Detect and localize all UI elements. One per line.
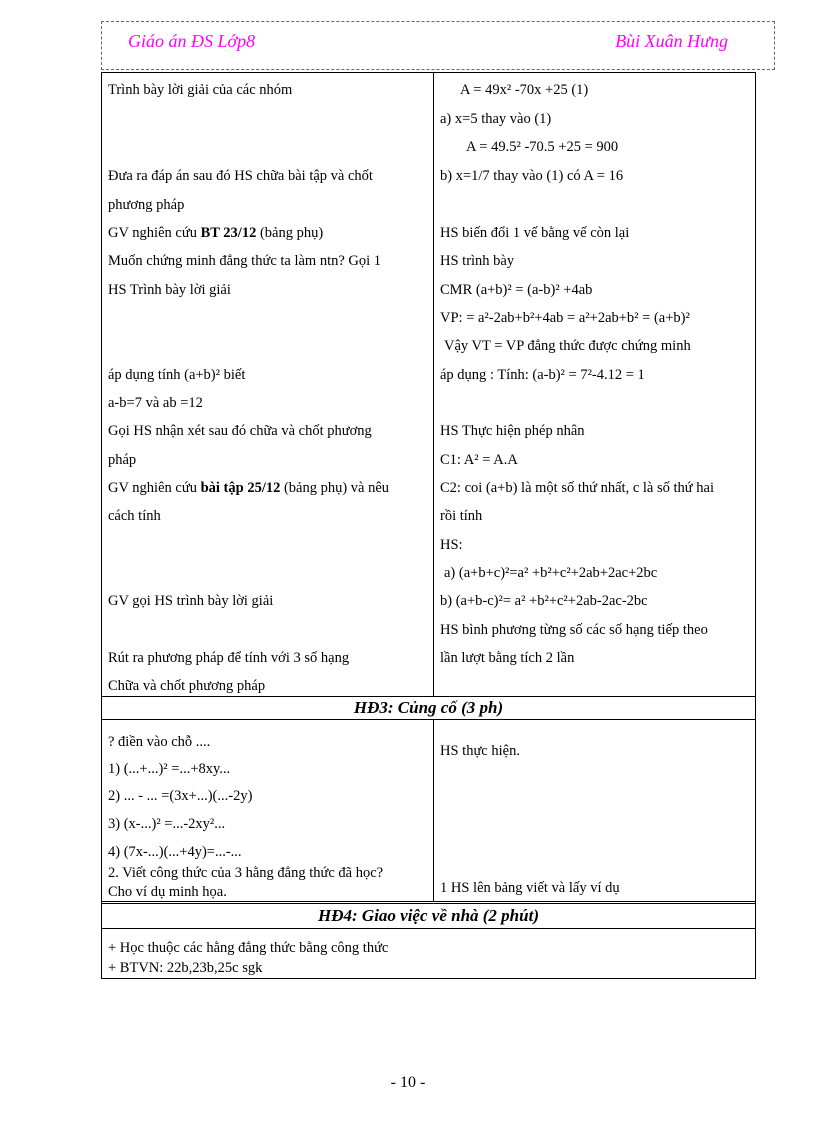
student-line: HS trình bày xyxy=(440,253,515,269)
student-line: C1: A² = A.A xyxy=(440,452,518,468)
teacher-line: GV gọi HS trình bày lời giải xyxy=(108,593,274,609)
student-line: HS thực hiện. xyxy=(440,743,520,759)
exercise-line: Cho ví dụ minh họa. xyxy=(108,884,227,900)
teacher-line: cách tính xyxy=(108,508,161,524)
student-line: a) (a+b+c)²=a² +b²+c²+2ab+2ac+2bc xyxy=(444,565,658,581)
student-line: A = 49.5² -70.5 +25 = 900 xyxy=(466,139,619,155)
row-divider xyxy=(102,901,755,904)
page-number: - 10 - xyxy=(390,1074,426,1091)
homework-line: + BTVN: 22b,23b,25c sgk xyxy=(108,960,263,976)
student-line: b) x=1/7 thay vào (1) có A = 16 xyxy=(440,168,624,184)
teacher-line: Gọi HS nhận xét sau đó chữa và chốt phương xyxy=(108,423,372,439)
teacher-line: HS Trình bày lời giải xyxy=(108,282,231,298)
teacher-line: a-b=7 và ab =12 xyxy=(108,395,203,411)
section-title-hd3: HĐ3: Củng cố (3 ph) xyxy=(353,698,504,717)
student-line: HS Thực hiện phép nhân xyxy=(440,423,585,439)
teacher-line: Muốn chứng minh đẳng thức ta làm ntn? Gọi 1 xyxy=(108,253,382,269)
student-line: 1 HS lên bảng viết và lấy ví dụ xyxy=(440,880,620,896)
exercise-line: 1) (...+...)² =...+8xy... xyxy=(108,761,231,777)
student-line: áp dụng : Tính: (a-b)² = 7²-4.12 = 1 xyxy=(440,367,645,383)
student-line: lần lượt bằng tích 2 lần xyxy=(440,650,575,666)
student-line: CMR (a+b)² = (a-b)² +4ab xyxy=(440,282,593,298)
teacher-line: phương pháp xyxy=(108,197,185,213)
header-author: Bùi Xuân Hưng xyxy=(615,31,728,51)
student-line: Vậy VT = VP đẳng thức được chứng minh xyxy=(444,338,691,354)
teacher-line: GV nghiên cứu BT 23/12 (bảng phụ) xyxy=(108,225,324,241)
page-header xyxy=(101,21,775,70)
student-line: b) (a+b-c)²= a² +b²+c²+2ab-2ac-2bc xyxy=(440,593,648,609)
student-line: HS bình phương từng số các số hạng tiếp theo xyxy=(440,622,708,638)
row-divider xyxy=(102,719,755,720)
student-line: HS biến đổi 1 vế bằng vế còn lại xyxy=(440,225,630,241)
homework-line: + Học thuộc các hằng đẳng thức bằng công thức xyxy=(108,940,389,956)
teacher-line: Chữa và chốt phương pháp xyxy=(108,678,266,694)
teacher-line: Rút ra phương pháp để tính với 3 số hạng xyxy=(108,650,350,666)
lesson-table xyxy=(101,72,756,979)
teacher-line: Trình bày lời giải của các nhóm xyxy=(108,82,293,98)
student-line: HS: xyxy=(440,537,463,553)
student-line: VP: = a²-2ab+b²+4ab = a²+2ab+b² = (a+b)² xyxy=(440,310,690,326)
column-divider xyxy=(433,73,434,696)
column-divider xyxy=(433,720,434,902)
exercise-line: 2) ... - ... =(3x+...)(...-2y) xyxy=(108,788,253,804)
teacher-line: pháp xyxy=(108,452,137,468)
student-line: a) x=5 thay vào (1) xyxy=(440,111,552,127)
student-line: rồi tính xyxy=(440,508,483,524)
teacher-line: GV nghiên cứu bài tập 25/12 (bảng phụ) và nêu xyxy=(108,480,390,496)
row-divider xyxy=(102,928,755,929)
teacher-line: áp dụng tính (a+b)² biết xyxy=(108,367,246,383)
exercise-line: 2. Viết công thức của 3 hằng đẳng thức đã học? xyxy=(108,865,384,881)
header-subject: Giáo án ĐS Lớp8 xyxy=(128,31,256,51)
exercise-line: 3) (x-...)² =...-2xy²... xyxy=(108,816,226,832)
teacher-line: Đưa ra đáp án sau đó HS chữa bài tập và chốt xyxy=(108,168,373,184)
student-line: A = 49x² -70x +25 (1) xyxy=(460,82,589,98)
exercise-line: ? điền vào chỗ .... xyxy=(108,734,211,750)
section-title-hd4: HĐ4: Giao việc về nhà (2 phút) xyxy=(318,906,539,925)
student-line: C2: coi (a+b) là một số thứ nhất, c là số thứ hai xyxy=(440,480,714,496)
exercise-line: 4) (7x-...)(...+4y)=...-... xyxy=(108,844,242,860)
